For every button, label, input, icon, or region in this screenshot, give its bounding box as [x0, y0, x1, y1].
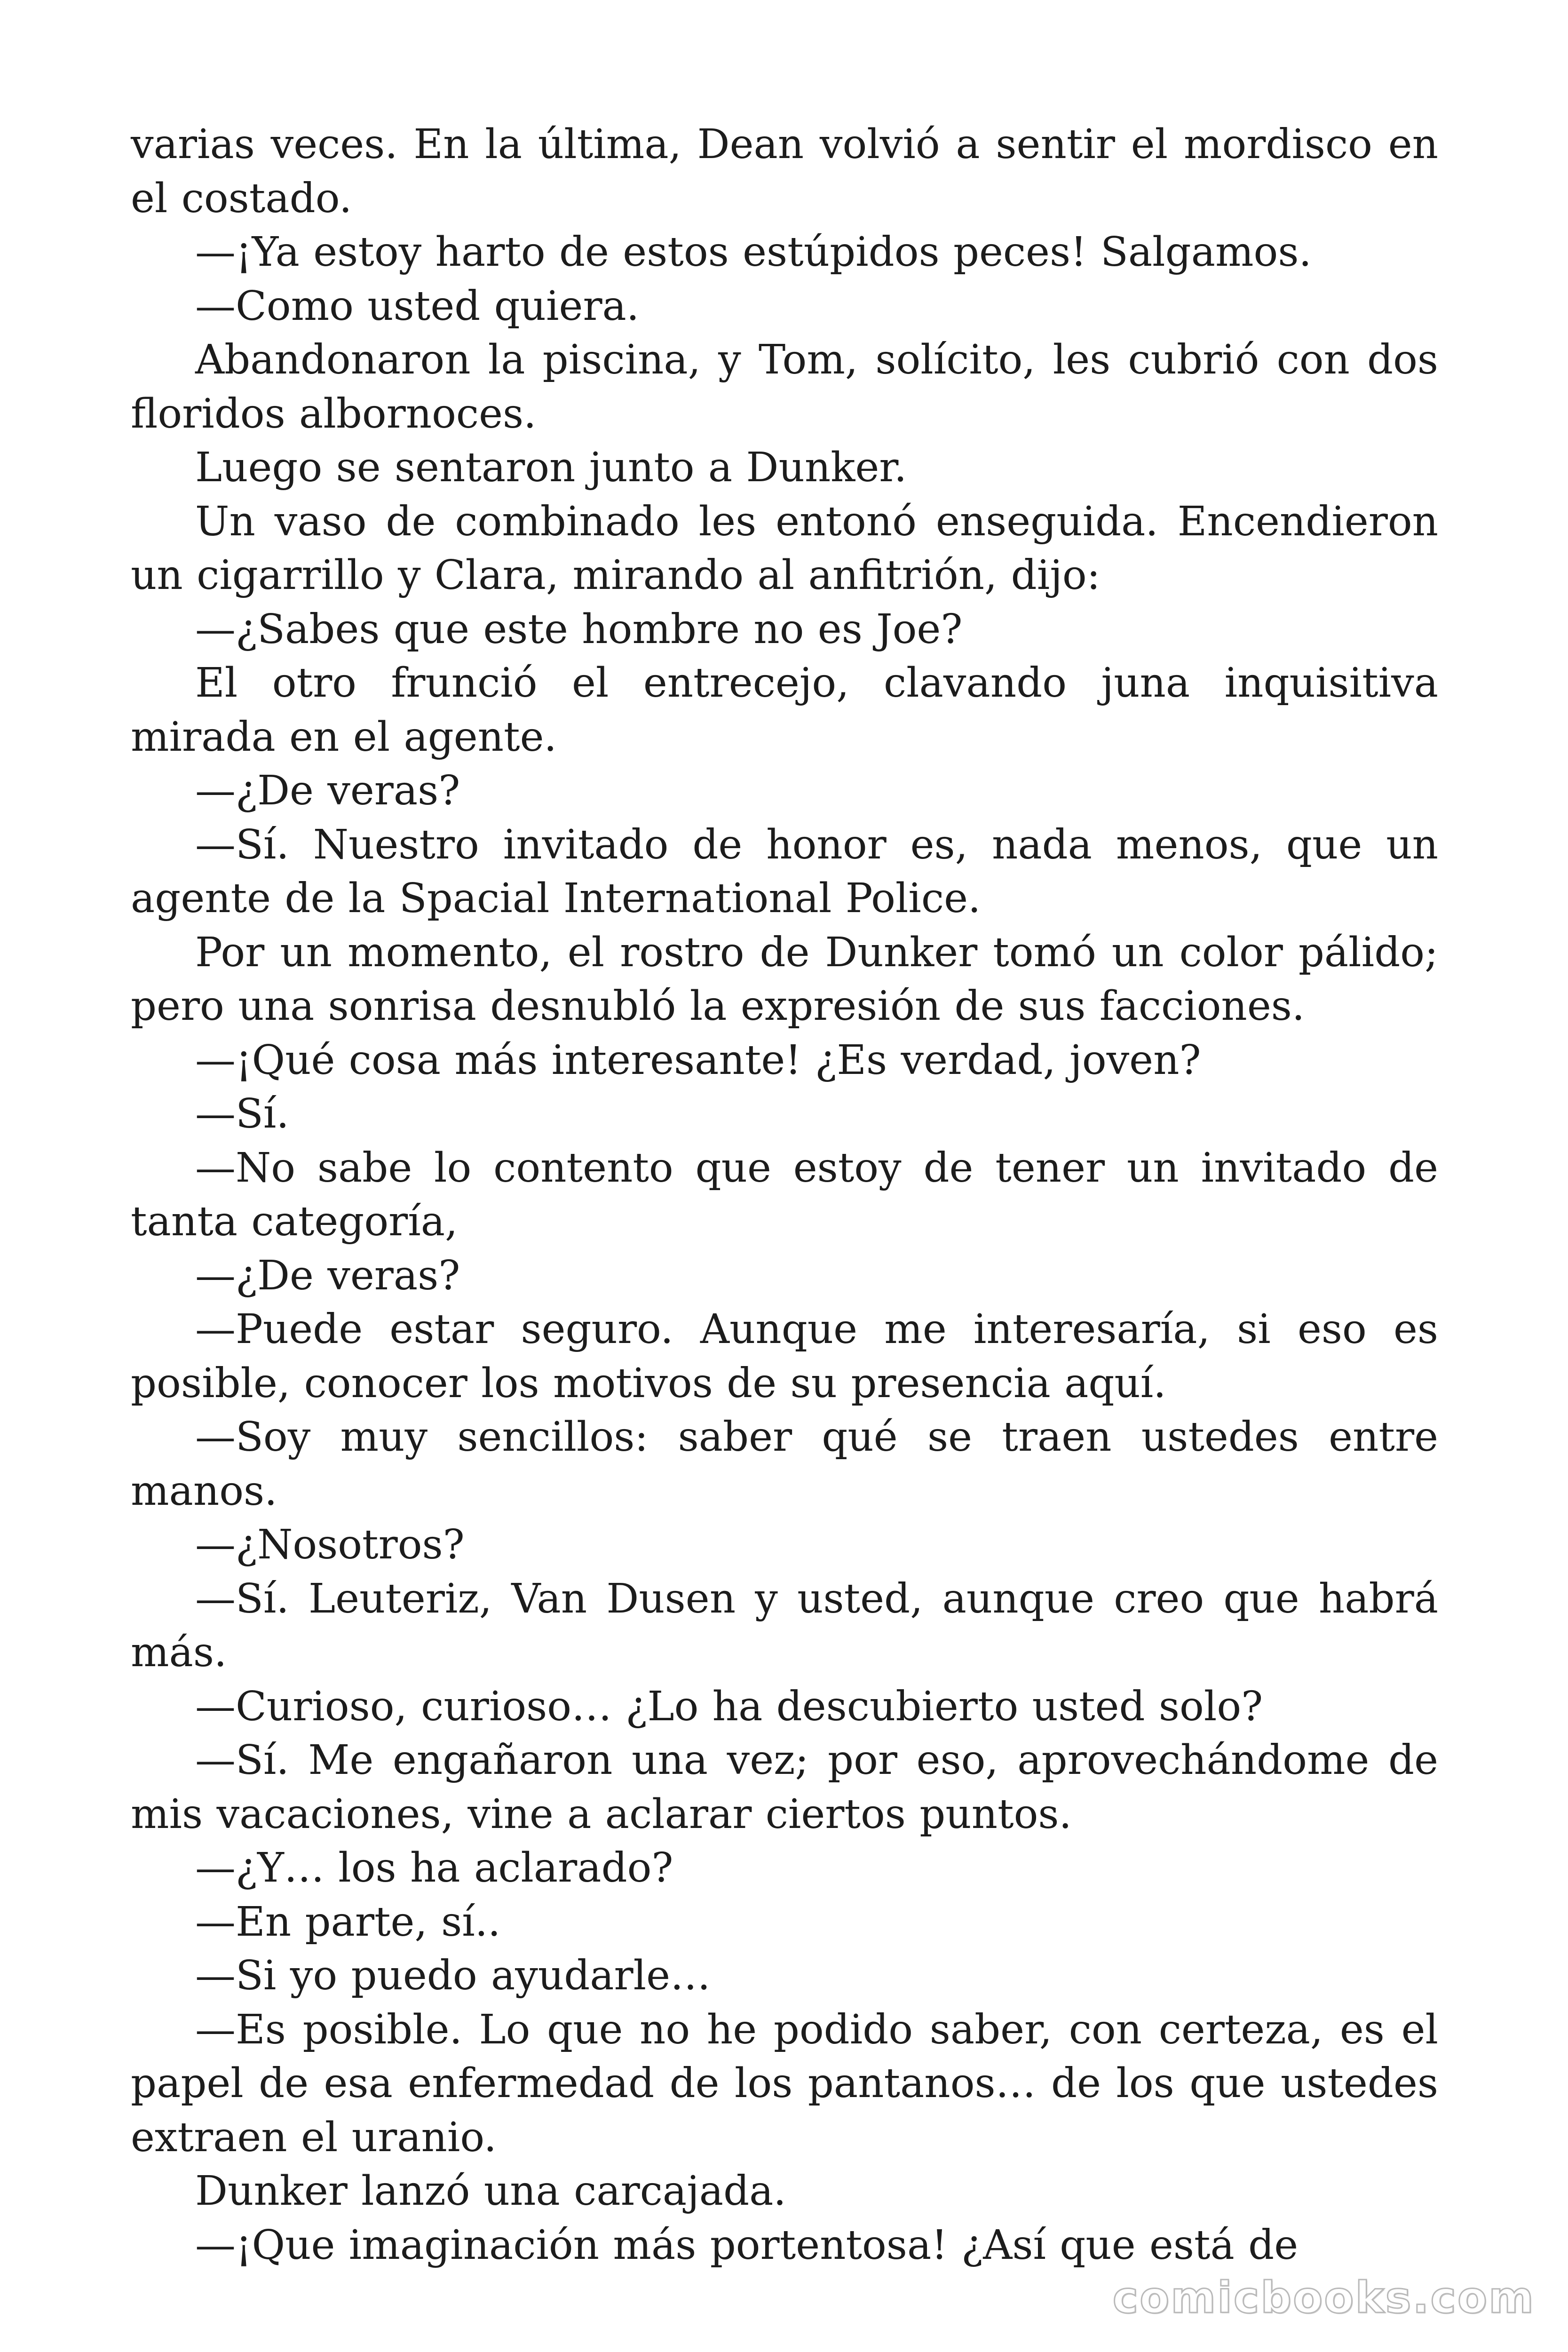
- book-page: [131, 118, 1438, 2272]
- dialogue-line: —Sí. Me engañaron una vez; por eso, aprovechándome de mis vacaciones, vine a aclarar ciertos puntos.: [131, 1737, 1438, 1838]
- narration-paragraph: Abandonaron la piscina, y Tom, solícito, les cubrió con dos floridos albornoces.: [131, 336, 1438, 437]
- narration-paragraph: Luego se sentaron junto a Dunker.: [195, 444, 907, 491]
- dialogue-line: —¡Que imaginación más portentosa! ¿Así que está de: [195, 2221, 1299, 2269]
- dialogue-line: —Curioso, curioso… ¿Lo ha descubierto usted solo?: [195, 1683, 1263, 1730]
- paragraph-continuation: varias veces. En la última, Dean volvió a sentir el mordisco en el costado.: [131, 121, 1438, 222]
- dialogue-line: —¿De veras?: [195, 767, 460, 814]
- dialogue-line: —Como usted quiera.: [195, 282, 640, 330]
- dialogue-line: —¿Y… los ha aclarado?: [195, 1844, 673, 1891]
- dialogue-line: —No sabe lo contento que estoy de tener un invitado de tanta categoría,: [131, 1144, 1438, 1245]
- narration-paragraph: Dunker lanzó una carcajada.: [195, 2168, 786, 2215]
- dialogue-line: —¿Sabes que este hombre no es Joe?: [195, 605, 963, 653]
- dialogue-line: —¿De veras?: [195, 1252, 460, 1299]
- dialogue-line: —Puede estar seguro. Aunque me interesaría, si eso es posible, conocer los motivos de su presencia aquí.: [131, 1306, 1438, 1407]
- dialogue-line: —En parte, sí..: [195, 1898, 501, 1946]
- narration-paragraph: Por un momento, el rostro de Dunker tomó un color pálido; pero una sonrisa desnubló la expresión de sus facciones.: [131, 929, 1438, 1030]
- narration-paragraph: El otro frunció el entrecejo, clavando juna inquisitiva mirada en el agente.: [131, 660, 1438, 761]
- dialogue-line: —Sí.: [195, 1090, 289, 1137]
- dialogue-line: —Soy muy sencillos: saber qué se traen ustedes entre manos.: [131, 1414, 1438, 1515]
- dialogue-line: —¿Nosotros?: [195, 1521, 465, 1568]
- dialogue-line: —Si yo puedo ayudarle…: [195, 1952, 711, 1999]
- watermark-text: comicbooks.com: [1112, 2273, 1535, 2323]
- dialogue-line: —¡Qué cosa más interesante! ¿Es verdad, joven?: [195, 1036, 1201, 1084]
- narration-paragraph: Un vaso de combinado les entonó enseguida. Encendieron un cigarrillo y Clara, mirando al anfitrión, dijo:: [131, 498, 1438, 599]
- dialogue-line: —Es posible. Lo que no he podido saber, con certeza, es el papel de esa enfermedad de los pantanos… de los que ustedes extraen el uranio.: [131, 2006, 1438, 2161]
- dialogue-line: —Sí. Nuestro invitado de honor es, nada menos, que un agente de la Spacial International Police.: [131, 821, 1438, 922]
- dialogue-line: —Sí. Leuteriz, Van Dusen y usted, aunque creo que habrá más.: [131, 1575, 1438, 1676]
- dialogue-line: —¡Ya estoy harto de estos estúpidos peces! Salgamos.: [195, 229, 1312, 276]
